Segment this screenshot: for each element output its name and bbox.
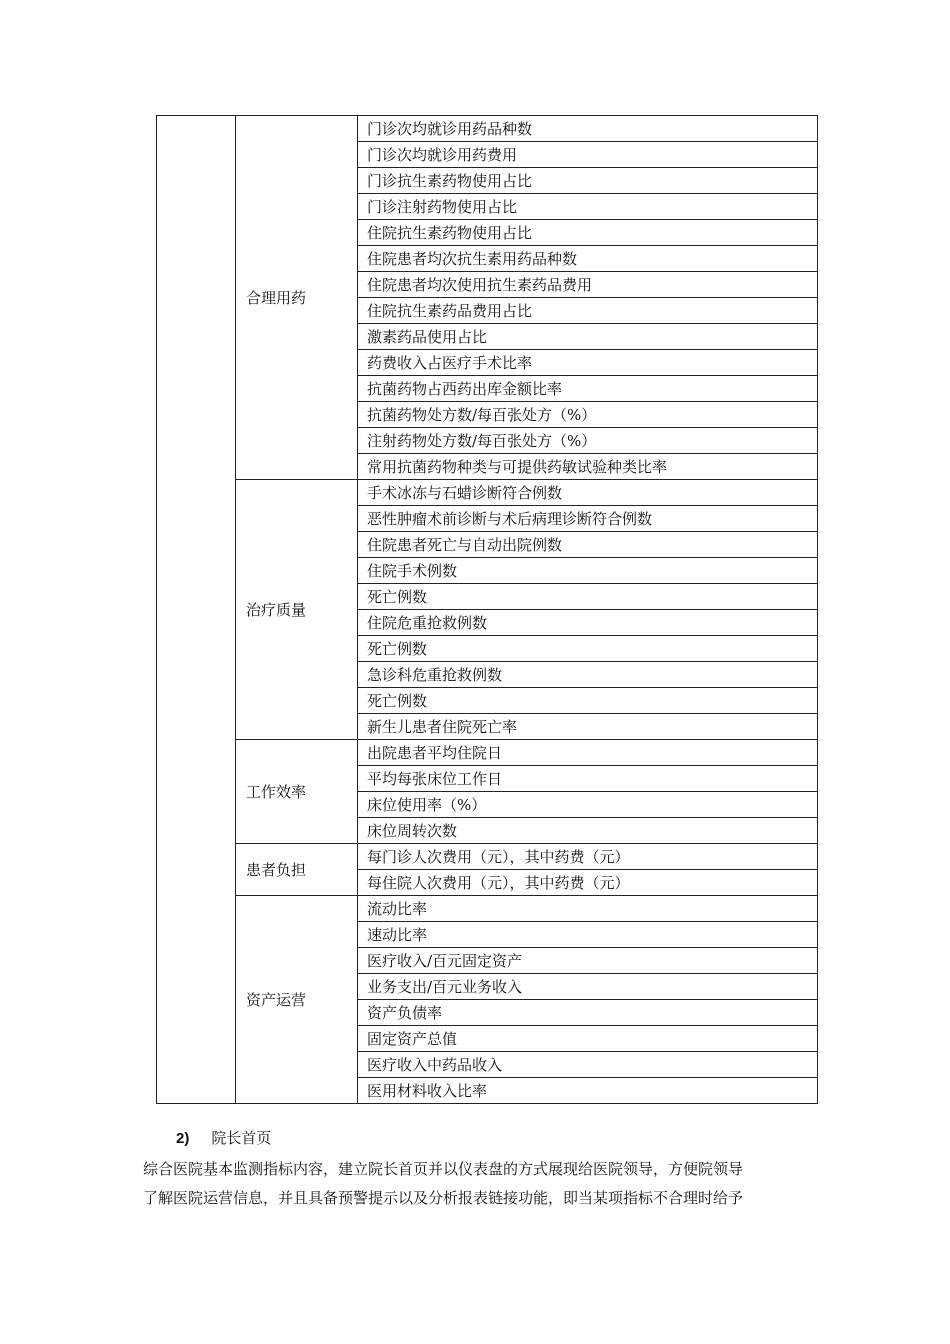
indicator-cell: 住院患者死亡与自动出院例数 — [358, 532, 818, 558]
indicator-cell: 急诊科危重抢救例数 — [358, 662, 818, 688]
indicator-cell: 死亡例数 — [358, 636, 818, 662]
table-row — [157, 740, 818, 766]
group-name-cell: 资产运营 — [236, 896, 358, 1104]
group-name-cell: 工作效率 — [236, 740, 358, 844]
section-heading — [176, 1127, 271, 1148]
table-row — [157, 116, 818, 142]
indicator-cell: 床位周转次数 — [358, 818, 818, 844]
indicator-cell: 注射药物处方数/每百张处方（%） — [358, 428, 818, 454]
group-name-cell: 患者负担 — [236, 844, 358, 896]
indicator-cell: 每住院人次费用（元），其中药费（元） — [358, 870, 818, 896]
indicator-cell: 门诊注射药物使用占比 — [358, 194, 818, 220]
indicator-cell: 住院抗生素药品费用占比 — [358, 298, 818, 324]
indicator-cell: 固定资产总值 — [358, 1026, 818, 1052]
indicator-cell: 医用材料收入比率 — [358, 1078, 818, 1104]
indicator-cell: 新生儿患者住院死亡率 — [358, 714, 818, 740]
paragraph-line: 综合医院基本监测指标内容，建立院长首页并以仪表盘的方式展现给医院领导，方便院领导 — [143, 1160, 744, 1178]
indicator-cell: 抗菌药物处方数/每百张处方（%） — [358, 402, 818, 428]
indicator-cell: 常用抗菌药物种类与可提供药敏试验种类比率 — [358, 454, 818, 480]
indicator-cell: 出院患者平均住院日 — [358, 740, 818, 766]
indicator-cell: 药费收入占医疗手术比率 — [358, 350, 818, 376]
indicator-cell: 业务支出/百元业务收入 — [358, 974, 818, 1000]
indicator-cell: 门诊次均就诊用药品种数 — [358, 116, 818, 142]
category-cell — [157, 116, 236, 1104]
table-row — [157, 896, 818, 922]
indicator-cell: 住院患者均次使用抗生素药品费用 — [358, 272, 818, 298]
section-number: 2) — [176, 1130, 190, 1147]
table-row — [157, 844, 818, 870]
paragraph-line: 了解医院运营信息，并且具备预警提示以及分析报表链接功能，即当某项指标不合理时给予 — [143, 1189, 744, 1207]
indicator-cell: 住院手术例数 — [358, 558, 818, 584]
indicator-cell: 住院患者均次抗生素用药品种数 — [358, 246, 818, 272]
indicator-cell: 恶性肿瘤术前诊断与术后病理诊断符合例数 — [358, 506, 818, 532]
table-row — [157, 480, 818, 506]
indicator-cell: 死亡例数 — [358, 584, 818, 610]
indicator-cell: 住院危重抢救例数 — [358, 610, 818, 636]
indicator-table-body — [157, 116, 818, 1104]
group-name-cell: 合理用药 — [236, 116, 358, 480]
indicator-cell: 医疗收入/百元固定资产 — [358, 948, 818, 974]
indicator-cell: 平均每张床位工作日 — [358, 766, 818, 792]
indicator-cell: 速动比率 — [358, 922, 818, 948]
section-title: 院长首页 — [211, 1129, 272, 1147]
indicator-cell: 手术冰冻与石蜡诊断符合例数 — [358, 480, 818, 506]
indicator-cell: 流动比率 — [358, 896, 818, 922]
indicator-cell: 激素药品使用占比 — [358, 324, 818, 350]
indicator-cell: 门诊次均就诊用药费用 — [358, 142, 818, 168]
indicator-cell: 住院抗生素药物使用占比 — [358, 220, 818, 246]
indicator-cell: 资产负债率 — [358, 1000, 818, 1026]
indicator-cell: 死亡例数 — [358, 688, 818, 714]
indicator-cell: 每门诊人次费用（元），其中药费（元） — [358, 844, 818, 870]
indicator-cell: 床位使用率（%） — [358, 792, 818, 818]
body-paragraph — [143, 1155, 813, 1213]
indicator-cell: 门诊抗生素药物使用占比 — [358, 168, 818, 194]
group-name-cell: 治疗质量 — [236, 480, 358, 740]
indicator-cell: 抗菌药物占西药出库金额比率 — [358, 376, 818, 402]
indicator-cell: 医疗收入中药品收入 — [358, 1052, 818, 1078]
indicator-table — [156, 115, 818, 1104]
